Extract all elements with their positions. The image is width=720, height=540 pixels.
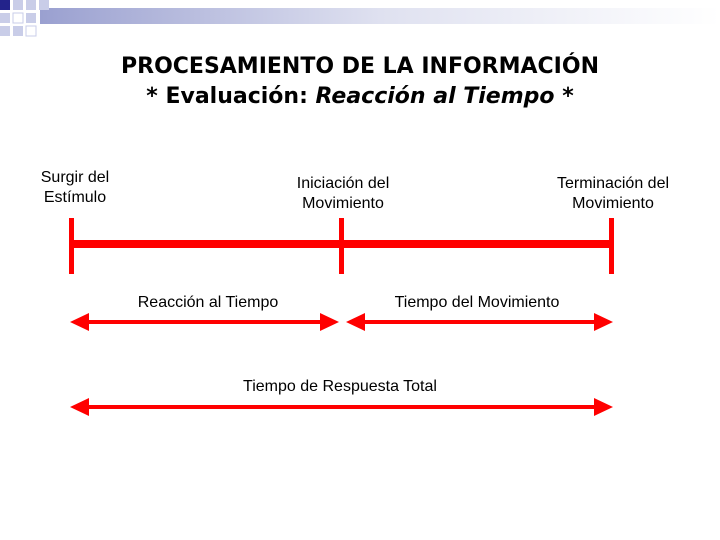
title-line-1: PROCESAMIENTO DE LA INFORMACIÓN xyxy=(121,54,599,79)
reaction-time-label: Reacción al Tiempo xyxy=(137,294,279,311)
timeline-tick-middle xyxy=(339,218,344,274)
movement-end-label-line-2: Movimiento xyxy=(572,195,654,212)
stimulus-label-line-1: Surgir del xyxy=(40,169,110,186)
total-response-time-arrow xyxy=(70,398,613,416)
stimulus-label-line-2: Estímulo xyxy=(43,189,107,206)
total-response-time-label: Tiempo de Respuesta Total xyxy=(243,378,437,395)
movement-start-label-line-2: Movimiento xyxy=(302,195,384,212)
title-line-2-italic: Reacción al Tiempo xyxy=(315,84,555,109)
title-line-2-suffix: * xyxy=(554,84,574,109)
movement-time-label: Tiempo del Movimiento xyxy=(394,294,560,311)
reaction-time-arrow xyxy=(70,313,339,331)
movement-time-arrow xyxy=(346,313,613,331)
title-line-2-prefix: * Evaluación: xyxy=(146,84,316,109)
movement-start-label-line-1: Iniciación del xyxy=(296,175,390,192)
movement-end-label-line-1: Terminación del xyxy=(556,175,670,192)
timeline-tick-end xyxy=(609,218,614,274)
timeline-tick-start xyxy=(69,218,74,274)
